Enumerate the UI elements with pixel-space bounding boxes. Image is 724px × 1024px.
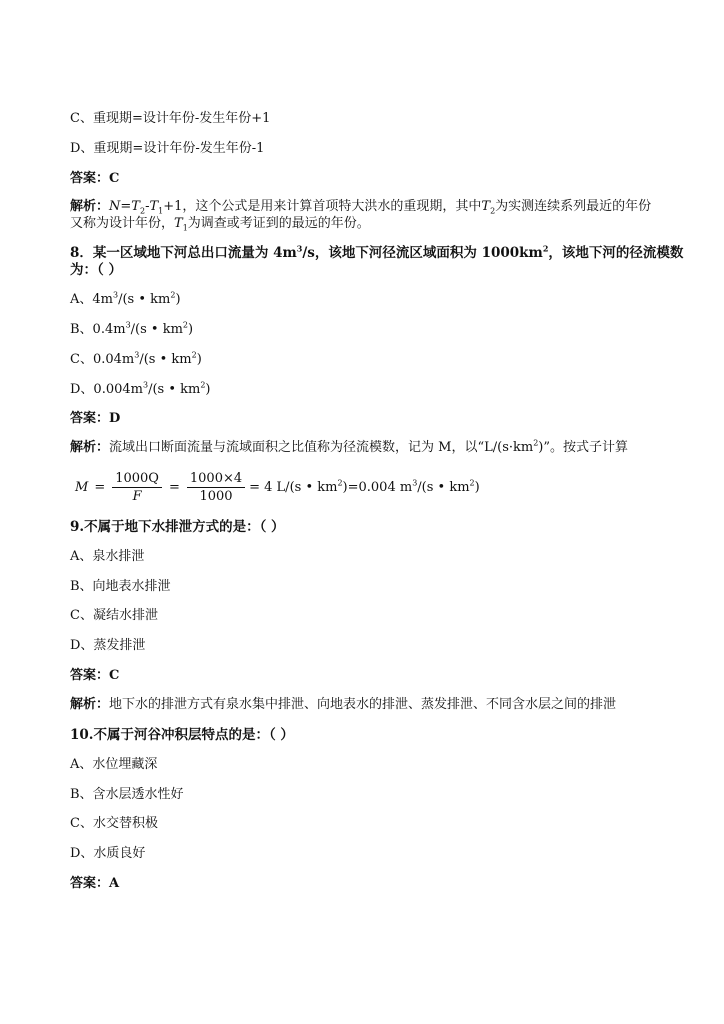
result-text: = 4 L/(s • km (249, 480, 338, 495)
explain-text: 又称为设计年份， (70, 216, 175, 231)
q9-explanation (70, 697, 616, 713)
minus-sign: - (145, 199, 150, 214)
superscript: 2 (469, 478, 475, 488)
option-text: D、0.004m (70, 382, 143, 397)
superscript: 2 (182, 320, 189, 330)
explain-text: +1，这个公式是用来计算首项特大洪水的重现期，其中 (163, 199, 482, 214)
q8-formula (72, 470, 480, 505)
result-text: )=0.004 m (342, 480, 413, 495)
superscript: 3 (412, 478, 418, 488)
option-text: ) (188, 322, 194, 337)
result-text: ) (474, 480, 480, 495)
q9-question: 9.不属于地下水排泄方式的是：（ ） (70, 519, 285, 535)
eq-sign: = (94, 480, 106, 495)
option-text: A、4m (70, 292, 113, 307)
fraction-numerator: 1000Q (112, 470, 162, 488)
q10-answer: 答案：A (70, 876, 120, 891)
superscript: 2 (170, 290, 176, 300)
superscript: 2 (200, 380, 206, 390)
var-t: T (481, 199, 491, 214)
question-text: /s，该地下河径流区域面积为 1000km (302, 245, 543, 261)
var-t: T (149, 199, 159, 214)
fraction-numerator: 1000×4 (187, 470, 245, 488)
q7-explanation-line2 (70, 216, 370, 232)
q9-answer: 答案：C (70, 668, 120, 683)
superscript: 3 (296, 243, 303, 254)
q10-option-b: B、含水层透水性好 (70, 787, 184, 802)
q8-option-a (70, 292, 181, 308)
q10-option-c: C、水交替积极 (70, 816, 158, 831)
eq-sign: = (168, 480, 180, 495)
q9-option-b: B、向地表水排泄 (70, 579, 171, 594)
option-text: ) (205, 382, 211, 397)
fraction-denominator: F (132, 489, 142, 504)
eq-sign: = (120, 199, 132, 214)
option-text: C、0.04m (70, 352, 135, 367)
explain-label: 解析： (70, 697, 110, 712)
explain-label: 解析： (70, 440, 110, 455)
subscript: 2 (139, 206, 146, 216)
q8-question-line2: 为：（ ） (70, 262, 122, 278)
option-text: B、0.4m (70, 322, 126, 337)
q10-option-a: A、水位埋藏深 (70, 757, 158, 772)
fraction-denominator: 1000 (199, 489, 233, 504)
var-t: T (174, 216, 183, 231)
superscript: 3 (142, 380, 149, 390)
q7-option-c: C、重现期=设计年份-发生年份+1 (70, 111, 271, 126)
option-text: /(s • km (118, 292, 171, 307)
question-text: 8．某一区域地下河总出口流量为 4m (70, 245, 297, 261)
subscript: 2 (490, 206, 496, 216)
q7-answer: 答案：C (70, 171, 120, 186)
explain-text: 地下水的排泄方式有泉水集中排泄、向地表水的排泄、蒸发排泄、不同含水层之间的排泄 (109, 697, 617, 712)
q9-option-c: C、凝结水排泄 (70, 608, 158, 623)
question-text: ，该地下河的径流模数 (548, 245, 684, 261)
superscript: 3 (125, 320, 131, 330)
q8-answer: 答案：D (70, 411, 121, 426)
option-text: /(s • km (130, 322, 183, 337)
superscript: 2 (533, 438, 539, 448)
q9-option-d: D、蒸发排泄 (70, 638, 146, 653)
superscript: 3 (134, 350, 140, 360)
formula-lhs: M (75, 480, 89, 495)
explain-text: 为实测连续系列最近的年份 (495, 199, 652, 214)
fraction-1 (112, 470, 162, 505)
q8-explanation (70, 440, 628, 456)
fraction-2 (187, 470, 245, 505)
q8-option-c (70, 352, 202, 368)
q8-option-d (70, 382, 211, 398)
option-text: ) (196, 352, 202, 367)
superscript: 3 (113, 290, 119, 300)
formula-result (249, 480, 480, 495)
superscript: 2 (337, 478, 343, 488)
option-text: /(s • km (148, 382, 201, 397)
q8-question-line1 (70, 245, 683, 261)
q7-explanation-line1 (70, 199, 651, 215)
superscript: 2 (191, 350, 197, 360)
subscript: 1 (158, 206, 164, 216)
explain-label: 解析： (70, 199, 110, 214)
result-text: /(s • km (417, 480, 470, 495)
option-text: ) (175, 292, 181, 307)
q10-question: 10.不属于河谷冲积层特点的是：（ ） (70, 727, 294, 743)
superscript: 2 (542, 243, 549, 254)
explain-text: )”。按式子计算 (538, 440, 629, 455)
var-n: N (109, 199, 121, 214)
q7-option-d: D、重现期=设计年份-发生年份-1 (70, 141, 265, 156)
subscript: 1 (182, 223, 188, 233)
option-text: /(s • km (139, 352, 192, 367)
explain-text: 为调查或考证到的最远的年份。 (187, 216, 370, 231)
q9-option-a: A、泉水排泄 (70, 549, 145, 564)
q10-option-d: D、水质良好 (70, 846, 146, 861)
var-t: T (131, 199, 140, 214)
explain-text: 流域出口断面流量与流域面积之比值称为径流模数，记为 M，以“L/(s·km (109, 440, 534, 455)
q8-option-b (70, 322, 193, 338)
